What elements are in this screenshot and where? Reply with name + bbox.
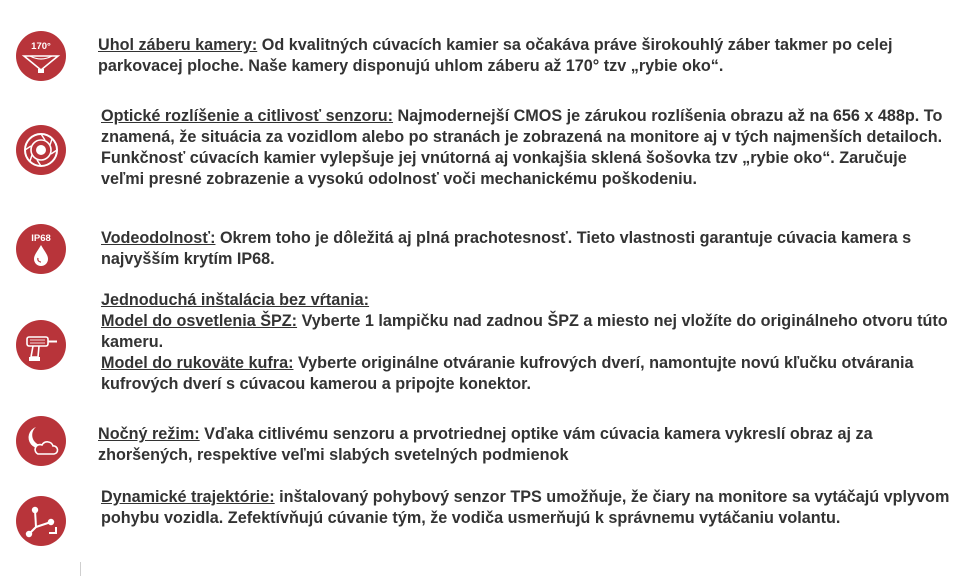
feature-label: Uhol záberu kamery: xyxy=(98,36,258,54)
night-mode-icon xyxy=(16,416,66,466)
camera-angle-icon xyxy=(16,31,66,81)
feature-sublabel: Model do rukoväte kufra: xyxy=(101,354,294,372)
feature-description: Vyberte 1 lampičku nad zadnou ŠPZ a miesto nej vložíte do originálneho otvoru túto kameru. xyxy=(101,312,948,351)
feature-text xyxy=(98,424,953,466)
feature-label: Dynamické trajektórie: xyxy=(101,488,275,506)
feature-description: Najmodernejší CMOS je zárukou rozlíšenia obrazu až na 656 x 488p. To znamená, že situácia za vozidlom alebo po stranách je zobrazená na monitore aj v tých najmenších detailoch. Funkčnosť cúvacích kamier vylepšuje jej vnútorná aj vonkajšia sklená šošovka tzv „rybie oko“. Zaručuje veľmi presné zobrazenie a vysokú odolnosť voči mechanickému poškodeniu. xyxy=(101,107,943,188)
feature-text xyxy=(101,228,953,270)
feature-description: Od kvalitných cúvacích kamier sa očakáva práve širokouhlý záber takmer po celej parkovacej ploche. Naše kamery disponujú uhlom záberu až 170° tzv „rybie oko“. xyxy=(98,36,893,75)
feature-description: Vďaka citlivému senzoru a prvotriednej optike vám cúvacia kamera vykreslí obraz aj za zhoršených, respektíve veľmi slabých svetelných podmienok xyxy=(98,425,873,464)
feature-label: Jednoduchá inštalácia bez vŕtania: xyxy=(101,291,370,309)
feature-label: Nočný režim: xyxy=(98,425,200,443)
feature-label: Vodeodolnosť: xyxy=(101,229,216,247)
feature-description: inštalovaný pohybový senzor TPS umožňuje, že čiary na monitore sa vytáčajú vplyvom pohybu vozidla. Zefektívňujú cúvanie tým, že vodiča usmerňujú k správnemu vytáčaniu volantu. xyxy=(101,488,950,527)
feature-label: Optické rozlíšenie a citlivosť senzoru: xyxy=(101,107,394,125)
trajectory-icon xyxy=(16,496,66,546)
feature-text xyxy=(101,106,953,190)
feature-text xyxy=(98,35,953,77)
waterproof-ip68-icon xyxy=(16,224,66,274)
drill-icon xyxy=(16,320,66,370)
feature-sublabel: Model do osvetlenia ŠPZ: xyxy=(101,312,298,330)
lens-sensor-icon xyxy=(16,125,66,175)
feature-description: Okrem toho je dôležitá aj plná prachotesnosť. Tieto vlastnosti garantuje cúvacia kamera s najvyšším krytím IP68. xyxy=(101,229,912,268)
feature-text xyxy=(101,290,953,395)
feature-description: Vyberte originálne otváranie kufrových dverí, namontujte novú kľučku otvárania kufrových dverí s cúvacou kamerou a pripojte konektor. xyxy=(101,354,914,393)
feature-text xyxy=(101,487,953,529)
divider-line xyxy=(80,562,81,576)
camera-angle-icon-label: 170° xyxy=(31,41,51,52)
waterproof-icon-label: IP68 xyxy=(31,233,51,244)
